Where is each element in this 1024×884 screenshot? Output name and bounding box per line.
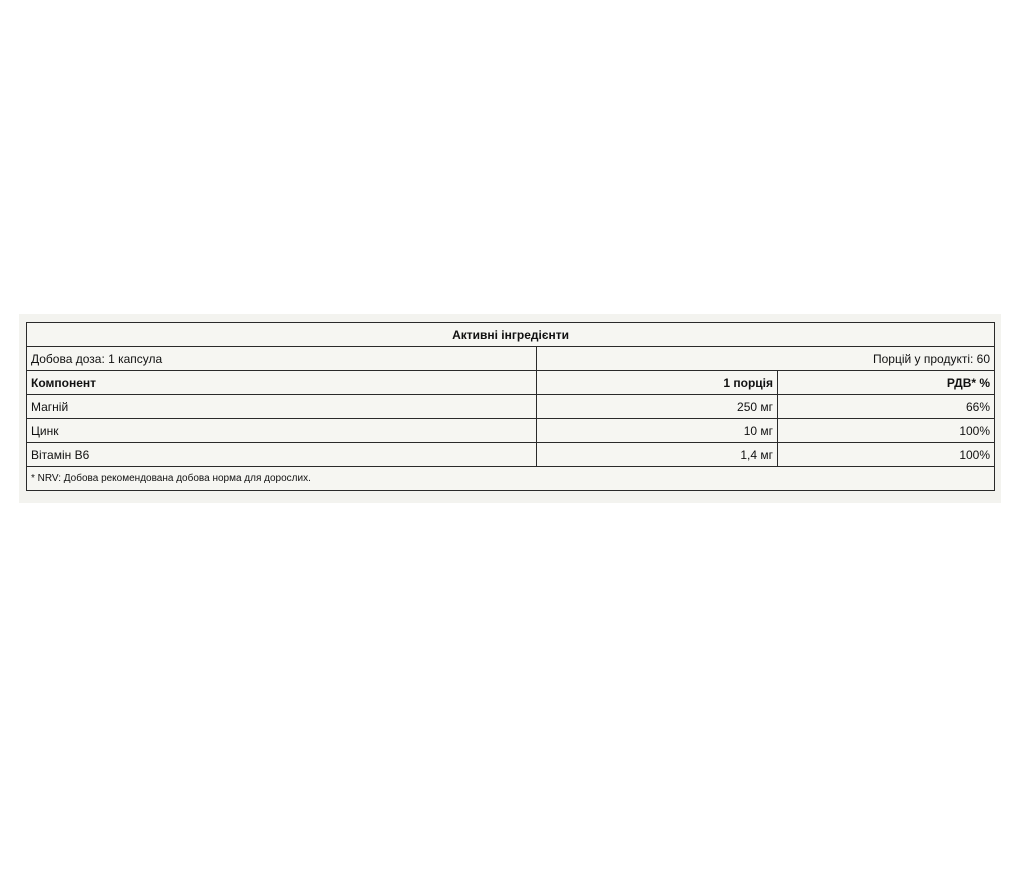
table-row: [27, 443, 995, 467]
ingredient-amount: 250 мг: [537, 395, 778, 419]
ingredient-amount: 1,4 мг: [537, 443, 778, 467]
ingredient-nrv: 66%: [778, 395, 995, 419]
footnote: * NRV: Добова рекомендована добова норма для дорослих.: [27, 467, 995, 491]
table-header-row: [27, 371, 995, 395]
header-component: Компонент: [27, 371, 537, 395]
ingredient-nrv: 100%: [778, 419, 995, 443]
ingredient-name: Цинк: [27, 419, 537, 443]
serving-size: Добова доза: 1 капсула: [27, 347, 537, 371]
header-per-serving: 1 порція: [537, 371, 778, 395]
serving-info-row: [27, 347, 995, 371]
ingredient-name: Магній: [27, 395, 537, 419]
servings-per-container: Порцій у продукті: 60: [537, 347, 995, 371]
ingredient-nrv: 100%: [778, 443, 995, 467]
footnote-row: [27, 467, 995, 491]
table-title: Активні інгредієнти: [27, 323, 995, 347]
table-title-row: [27, 323, 995, 347]
active-ingredients-table: [26, 322, 995, 491]
ingredient-name: Вітамін В6: [27, 443, 537, 467]
ingredient-amount: 10 мг: [537, 419, 778, 443]
header-nrv: РДВ* %: [778, 371, 995, 395]
table-row: [27, 395, 995, 419]
table-row: [27, 419, 995, 443]
